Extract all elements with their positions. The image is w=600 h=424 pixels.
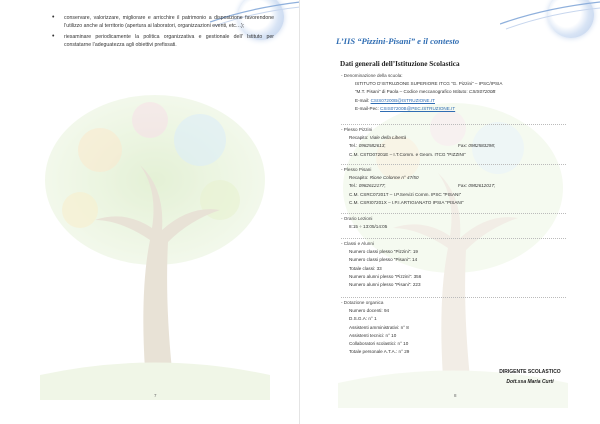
recapito-line	[341, 134, 566, 142]
email-label: E-mail:	[355, 97, 370, 103]
tel-label: Tel.:	[349, 183, 358, 189]
section-head: - Dotazione organica	[341, 300, 384, 305]
plesso-pizzini-section	[341, 124, 566, 159]
bullet-item: • conservare, valorizzare, migliorare e arricchire il patrimonio a disposizione favorendone l’utilizzo anche al territorio (apertura ai laboratori, organizzazioni eventi, etc…);	[52, 14, 274, 31]
school-code: CSIS07200B	[468, 89, 496, 95]
orario-value: 8:15 ÷ 13:05/14:05	[349, 224, 388, 230]
list-item: Numero docenti: 94	[349, 308, 390, 314]
school-sub-name: “M.T. Pisani” di Paola – Codice meccanografico Istituto:	[355, 89, 468, 95]
section-subtitle: Dati generali dell’Istituzione Scolastica	[340, 60, 460, 68]
tel-label: Tel.:	[349, 143, 358, 149]
signature-name: Dott.ssa Maria Curti	[506, 379, 554, 385]
recapito-value: Viale della Libertà	[369, 135, 407, 141]
bullet-item: • riesaminare periodicamente la politica organizzativa e gestionale dell’ Istituto per constatarne l’adeguatezza agli obiettivi prefissati.	[52, 33, 274, 50]
pec-line	[341, 105, 566, 113]
right-page	[300, 0, 600, 424]
section-head: - Orario Lezioni	[341, 216, 373, 221]
list-item: Numero alunni plesso “Pizzini”: 356	[349, 273, 422, 279]
swoosh-decoration	[500, 0, 600, 32]
fax-label: Fax:	[458, 183, 468, 189]
school-name: ISTITUTO D’ISTRUZIONE SUPERIORE ITCG “G. Pizzini” – IPSC/IPSIA	[355, 81, 503, 87]
page-number: 8	[454, 393, 457, 398]
section-head: - Classi e Alunni	[341, 241, 374, 246]
orario-section	[341, 213, 566, 231]
list-item: Totale personale A.T.A.: n° 29	[349, 349, 410, 355]
list-item: D.S.G.A: n° 1	[349, 316, 377, 322]
signature-block	[490, 367, 570, 387]
page-number: 7	[154, 393, 157, 398]
tel-fax-line: Tel.: 0982582613; Fax: 0982583298;	[349, 143, 496, 149]
pec-label: E-mail-Pec:	[355, 105, 379, 111]
section-head: - Plesso Pisani	[341, 167, 372, 172]
list-item: Collaboratori scolastici: n° 10	[349, 341, 409, 347]
fax-value: 0982612017	[468, 183, 494, 189]
page-title: L’IIS “Pizzini-Pisani” e il contesto	[336, 36, 460, 46]
recapito-line	[341, 174, 566, 182]
list-item: Numero classi plesso “Pisani”: 14	[349, 257, 418, 263]
list-item: Totale classi: 33	[349, 265, 382, 271]
list-item: Assistenti tecnici: n° 10	[349, 332, 397, 338]
email-link[interactable]: CSIS07200B@ISTRUZIONE.IT	[370, 97, 435, 103]
code-line: C.M. CSRI07201X – I.P.I.ARTIGIANATO IPSIA “PISANI”	[349, 199, 464, 205]
recapito-label: Recapito:	[349, 135, 369, 141]
fax-value: 0982583298	[468, 143, 494, 149]
section-head: - Denominazione della scuola:	[341, 73, 403, 78]
recapito-label: Recapito:	[349, 175, 369, 181]
bullet-list	[52, 14, 274, 52]
list-item: Numero alunni plesso “Pisani”: 223	[349, 282, 421, 288]
plesso-pisani-section	[341, 164, 566, 207]
list-item: Assistenti amministrativi: n° 8	[349, 324, 409, 330]
tel-fax-line: Tel.: 0982612177; Fax: 0982612017;	[349, 183, 496, 189]
pec-link[interactable]: CSIS07200B@PEC.ISTRUZIONE.IT	[380, 105, 456, 111]
list-item: Numero classi plesso “Pizzini”: 19	[349, 249, 418, 255]
section-head: - Plesso Pizzini	[341, 127, 373, 132]
classi-section	[341, 238, 566, 289]
tel-value: 0982612177	[358, 183, 385, 189]
recapito-value: Rione Colonne n° 47/50	[369, 175, 419, 181]
tree-watermark	[40, 70, 270, 400]
school-code-line	[341, 88, 566, 96]
tel-value: 0982582613	[358, 143, 385, 149]
fax-label: Fax:	[458, 143, 468, 149]
code-line: C.M. CSRC07201T – I.P.Servizi Comm. IPSC “PISANI”	[349, 191, 462, 197]
signature-role: DIRIGENTE SCOLASTICO	[499, 369, 561, 375]
code-line: C.M. CSTD07201E – I.T.Comm. e Geom. ITCG “PIZZINI”	[349, 151, 466, 157]
denominazione-section	[341, 72, 566, 113]
dotazione-section	[341, 297, 566, 356]
email-line	[341, 97, 566, 105]
